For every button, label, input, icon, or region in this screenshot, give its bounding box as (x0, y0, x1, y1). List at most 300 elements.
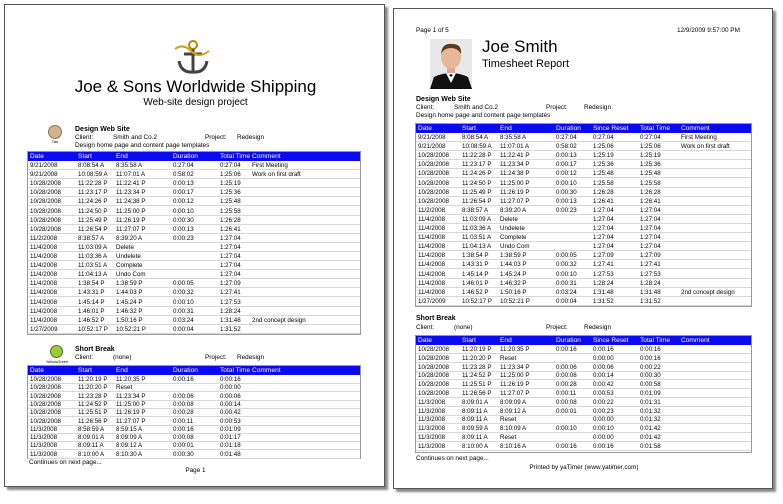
table-cell: 10:52:21 P (500, 297, 530, 305)
column-header: Comment (252, 367, 281, 374)
table-cell: 0:00:42 (593, 381, 614, 389)
table-cell: 0:01:17 (220, 434, 241, 442)
table-cell: 1:38:54 P (78, 280, 105, 288)
table-cell: 0:27:04 (640, 134, 661, 141)
table-cell: Reset (500, 434, 517, 441)
table-cell: 11:23:17 P (78, 189, 108, 197)
table-row (416, 443, 751, 451)
table-cell: 0:00:00 (593, 434, 614, 441)
table-cell: 11:23:34 P (500, 161, 530, 169)
project-label: Project: (546, 104, 568, 111)
table-cell: 10/28/2008 (30, 417, 61, 425)
table-cell: 0:00:04 (173, 325, 194, 333)
project-label: Project: (205, 134, 227, 141)
column-header: Date (418, 337, 432, 344)
table-cell: 11:27:07 P (500, 390, 530, 397)
table-cell: 1:46:01 P (78, 307, 105, 315)
table-header-row (416, 124, 751, 133)
table-cell: 0:00:16 (220, 376, 241, 383)
table-cell: 8:10:00 A (78, 450, 105, 458)
table-cell: 0:00:13 (173, 180, 194, 188)
table-cell: 10/28/2008 (30, 384, 61, 392)
table-cell: 11:03:09 A (462, 215, 492, 223)
column-header: Start (462, 337, 476, 344)
table-cell: 1:28:24 (593, 279, 614, 287)
table-cell: 1:27:04 (220, 243, 241, 251)
section-name: Short Break (416, 315, 456, 322)
table-cell: 11:26:19 P (500, 381, 530, 389)
table-row (416, 216, 751, 224)
project-value: Redesign (584, 104, 612, 111)
table-cell: 8:10:09 A (500, 425, 527, 433)
table-cell: 11:20:35 P (500, 346, 530, 353)
table-row (28, 451, 360, 459)
table-row (416, 364, 751, 372)
table-cell: Reset (500, 416, 517, 424)
client-value: (none) (113, 354, 132, 361)
report-page-1 (4, 4, 385, 487)
table-cell: 0:00:08 (173, 434, 194, 442)
table-cell: 11:23:34 P (116, 392, 146, 400)
table-cell: 1:27:04 (640, 234, 661, 242)
table-row (416, 243, 751, 251)
table-cell: 1:25:06 (640, 143, 661, 151)
table-cell: 1:25:06 (220, 171, 241, 179)
table-cell: 8:35:58 A (500, 134, 527, 141)
table-cell: 11:22:41 P (500, 152, 530, 160)
table-cell: 0:00:53 (593, 390, 614, 397)
table-row (28, 189, 360, 197)
table-cell: 11/4/2008 (30, 271, 58, 279)
table-cell: 10/28/2008 (30, 207, 61, 215)
column-header: Total Time (640, 125, 671, 132)
table-row (416, 298, 751, 306)
table-cell: 0:01:32 (640, 407, 661, 415)
table-cell: 11/4/2008 (418, 243, 446, 251)
table-cell: First Meeting (681, 134, 717, 141)
table-row (28, 409, 360, 417)
table-row (416, 280, 751, 288)
table-cell: 1:27:04 (220, 271, 241, 279)
table-cell: 11:27:07 P (500, 197, 530, 205)
table-cell: 1:25:48 (220, 198, 241, 206)
table-row (416, 372, 751, 380)
table-cell: 0:00:10 (593, 425, 614, 433)
table-cell: 1:27:53 (220, 298, 241, 306)
table-cell: 0:00:28 (556, 381, 577, 389)
table-cell: 0:00:11 (173, 417, 194, 425)
column-header: Start (78, 153, 92, 160)
table-row (28, 217, 360, 225)
table-cell: 11/4/2008 (418, 252, 446, 260)
table-cell: 0:00:14 (220, 400, 241, 408)
table-cell: 1:38:54 P (462, 252, 489, 260)
table-cell: 0:00:06 (593, 363, 614, 371)
table-cell: 2nd concept design (681, 288, 735, 296)
table-cell: 1:43:31 P (78, 289, 105, 297)
table-cell: 11/3/2008 (418, 425, 446, 433)
table-cell: 0:00:17 (556, 161, 577, 169)
table-cell: 0:00:13 (556, 197, 577, 205)
table-row (28, 271, 360, 279)
column-header: Date (418, 125, 432, 132)
table-cell: 0:00:32 (556, 261, 577, 269)
table-cell: 0:01:09 (220, 425, 241, 433)
table-cell: 11/4/2008 (30, 243, 58, 251)
section-description: Design home page and content page templates (75, 142, 210, 149)
column-header: Duration (173, 153, 198, 160)
table-cell: 1:26:41 (640, 197, 661, 205)
client-label: Client: (75, 354, 94, 361)
column-header: Comment (681, 337, 710, 344)
table-cell: Delete (500, 215, 518, 223)
table-cell: 8:38:57 A (78, 234, 105, 242)
table-cell: 0:00:53 (220, 417, 241, 425)
table-row (28, 198, 360, 206)
table-cell: 1:45:14 P (462, 270, 489, 278)
table-row (28, 253, 360, 261)
table-cell: 11:22:41 P (116, 180, 146, 188)
project-value: Redesign (237, 134, 265, 141)
table-cell: 10/28/2008 (30, 198, 61, 206)
table-cell: 1:45:24 P (116, 298, 143, 306)
page-footer: Page 1 (185, 467, 206, 474)
table-cell: 11/4/2008 (418, 288, 446, 296)
table-row (416, 225, 751, 233)
table-cell: 1:27:09 (640, 252, 661, 260)
table-cell: 0:58:02 (173, 171, 194, 179)
table-cell: 11:23:17 P (462, 161, 492, 169)
table-cell: 1:28:24 (220, 307, 241, 315)
client-value: (none) (454, 324, 473, 331)
table-row (28, 289, 360, 297)
table-row (416, 399, 751, 407)
table-cell: 0:58:02 (556, 143, 577, 151)
table-cell: 11:03:36 A (78, 253, 108, 260)
table-cell: Undelete (116, 253, 141, 260)
table-cell: 11:24:38 P (500, 170, 530, 178)
table-cell: 9/21/2008 (30, 171, 58, 179)
table-cell: 0:00:08 (173, 400, 194, 408)
table-cell: 11:25:49 P (78, 216, 108, 224)
table-cell: 11:26:56 P (462, 390, 492, 397)
table-cell: 1:25:48 (640, 170, 661, 178)
table-cell: 1:26:28 (640, 188, 661, 196)
table-cell: 0:00:16 (173, 425, 194, 433)
table-cell: 0:00:42 (220, 409, 241, 417)
column-header: Date (30, 153, 44, 160)
table-cell: 0:27:04 (593, 134, 614, 141)
table-cell: 0:01:58 (640, 442, 661, 450)
table-cell: Reset (116, 384, 133, 392)
table-cell: 1:26:41 (220, 225, 241, 233)
table-cell: 1:46:32 P (500, 279, 527, 287)
client-label: Client: (416, 324, 435, 331)
table-cell: 8:09:09 A (500, 398, 527, 406)
table-header-row (28, 366, 360, 375)
table-row (28, 384, 360, 392)
table-cell: 0:00:30 (640, 372, 661, 380)
table-cell: 11:25:00 P (500, 372, 530, 380)
table-cell: 1:25:36 (220, 189, 241, 197)
table-cell: Undo Com (500, 243, 530, 251)
person-name: Joe Smith (482, 37, 558, 56)
table-cell: Delete (116, 243, 134, 251)
table-cell: 10:08:59 A (462, 143, 492, 151)
table-cell: 11/3/2008 (418, 442, 446, 450)
table-cell: 11:23:34 P (500, 363, 530, 371)
table-cell: 11:07:01 A (500, 143, 530, 151)
table-cell: 8:39:20 A (116, 234, 143, 242)
table-cell: 11/3/2008 (30, 450, 58, 458)
table-cell: 10:08:59 A (78, 171, 108, 179)
badge-label: Tan (51, 139, 59, 144)
table-cell: 0:00:01 (173, 442, 194, 450)
table-cell: 11/3/2008 (418, 416, 446, 424)
table-cell: Work on first draft (252, 171, 301, 179)
table-cell: 0:03:24 (173, 316, 194, 324)
table-cell: 1:25:06 (593, 143, 614, 151)
table-cell: 10/28/2008 (30, 392, 61, 400)
table-cell: 10/28/2008 (418, 170, 449, 178)
table-cell: 8:38:57 A (462, 206, 489, 214)
table-cell: 0:00:10 (173, 207, 194, 215)
column-header: End (500, 337, 512, 344)
table-cell: 11:26:19 P (500, 188, 530, 196)
table-cell: 11:25:00 P (116, 207, 146, 215)
table-cell: 0:00:30 (173, 216, 194, 224)
table-cell: 11/2/2008 (30, 234, 58, 242)
table-cell: 11:26:56 P (78, 417, 108, 425)
table-header-row (28, 152, 360, 161)
table-cell: 0:01:31 (640, 398, 661, 406)
table-cell: 1:27:53 (593, 270, 614, 278)
table-cell: 11/4/2008 (30, 307, 58, 315)
table-cell: 1:45:24 P (500, 270, 527, 278)
table-cell: 0:00:13 (173, 225, 194, 233)
project-value: Redesign (237, 354, 265, 361)
table-cell: 1:25:19 (640, 152, 661, 160)
table-cell: 0:00:00 (220, 384, 241, 392)
continues-note: Continues on next page... (29, 459, 102, 466)
table-cell: 0:00:04 (556, 297, 577, 305)
yellowgreen-color-badge (50, 345, 63, 358)
table-row (416, 355, 751, 363)
column-header: Since Reset (593, 125, 629, 132)
table-cell: 11/3/2008 (418, 398, 446, 406)
table-cell: 0:01:18 (220, 442, 241, 450)
table-cell: 1:46:32 P (116, 307, 143, 315)
table-cell: 0:00:32 (173, 289, 194, 297)
table-cell: 0:03:24 (556, 288, 577, 296)
project-label: Project: (546, 324, 568, 331)
table-row (416, 198, 751, 206)
table-cell: 10/28/2008 (418, 152, 449, 160)
table-cell: 1:25:19 (220, 180, 241, 188)
table-row (416, 425, 751, 433)
table-cell: 1:25:48 (593, 170, 614, 178)
table-cell: 0:00:16 (593, 442, 614, 450)
table-cell: 8:58:59 A (78, 425, 105, 433)
table-cell: 10:52:17 P (78, 325, 108, 333)
table-cell: 0:00:58 (640, 381, 661, 389)
table-cell: 10/28/2008 (418, 390, 449, 397)
table-cell: 11/3/2008 (30, 442, 58, 450)
table-cell: 10/28/2008 (30, 400, 61, 408)
table-cell: 1/27/2009 (30, 325, 58, 333)
table-cell: 1:27:04 (220, 253, 241, 260)
table-row (28, 401, 360, 409)
table-cell: 1:25:19 (593, 152, 614, 160)
table-row (416, 180, 751, 188)
table-row (416, 143, 751, 151)
report-page-2 (393, 8, 773, 489)
table-cell: 10/28/2008 (30, 409, 61, 417)
table-cell: 0:00:06 (173, 392, 194, 400)
table-cell: 10/28/2008 (418, 372, 449, 380)
table-cell: 1:38:59 P (116, 280, 143, 288)
table-cell: 11/4/2008 (30, 289, 58, 297)
client-label: Client: (75, 134, 94, 141)
table-cell: 1:43:31 P (462, 261, 489, 269)
table-cell: 11:25:49 P (462, 188, 492, 196)
client-value: Smith and Co.2 (113, 134, 158, 141)
table-cell: 11/4/2008 (30, 316, 58, 324)
table-cell: 0:00:10 (556, 425, 577, 433)
table-cell: Undo Com (116, 271, 146, 279)
section-name: Design Web Site (75, 126, 130, 133)
table-cell: 1:45:14 P (78, 298, 105, 306)
table-cell: 11/4/2008 (418, 215, 446, 223)
table-cell: 8:09:11 A (462, 407, 488, 415)
table-cell: 11/4/2008 (418, 225, 446, 232)
table-cell: 1:26:41 (593, 197, 614, 205)
timesheet-table (415, 123, 752, 307)
table-cell: 1/27/2009 (418, 297, 446, 305)
table-row (416, 134, 751, 142)
table-cell: 11:25:00 P (500, 179, 530, 187)
column-header: Duration (556, 125, 581, 132)
table-cell: 1:25:36 (593, 161, 614, 169)
table-cell: 0:27:04 (173, 162, 194, 169)
table-cell: 1:27:04 (640, 243, 661, 251)
table-cell: 0:27:04 (556, 134, 577, 141)
table-row (416, 434, 751, 442)
table-cell: 11:07:01 A (116, 171, 146, 179)
table-cell: 0:00:00 (593, 416, 614, 424)
table-cell: 11:23:28 P (462, 363, 492, 371)
table-cell: 0:00:01 (556, 407, 577, 415)
table-row (28, 235, 360, 243)
table-cell: 1:38:59 P (500, 252, 527, 260)
column-header: Duration (173, 367, 198, 374)
table-cell: 8:35:58 A (116, 162, 143, 169)
table-cell: 11:03:09 A (78, 243, 108, 251)
table-cell: 0:01:42 (640, 425, 661, 433)
table-row (416, 252, 751, 260)
table-cell: 0:00:00 (593, 354, 614, 362)
table-cell: 0:00:16 (173, 376, 194, 383)
table-cell: 0:01:48 (220, 450, 241, 458)
table-cell: 1:31:52 (593, 297, 614, 305)
table-cell: 11:20:20 P (78, 384, 108, 392)
table-cell: 11/3/2008 (30, 434, 58, 442)
table-cell: 11:04:13 A (78, 271, 108, 279)
table-cell: 11/4/2008 (418, 261, 446, 269)
table-cell: 1:27:04 (640, 206, 661, 214)
table-cell: 11:25:51 P (462, 381, 492, 389)
table-cell: 0:00:10 (556, 179, 577, 187)
table-cell: 11:24:52 P (78, 400, 108, 408)
table-cell: 10/28/2008 (418, 381, 449, 389)
table-cell: First Meeting (252, 162, 288, 169)
table-cell: 1:31:48 (220, 316, 241, 324)
table-cell: 0:01:42 (640, 434, 661, 441)
table-cell: 8:09:12 A (500, 407, 527, 415)
table-header-row (416, 336, 751, 345)
table-cell: 8:09:12 A (116, 442, 143, 450)
table-cell: 1:27:04 (640, 215, 661, 223)
table-cell: 0:00:06 (220, 392, 241, 400)
table-row (416, 170, 751, 178)
table-row (28, 326, 360, 334)
table-cell: 1:31:48 (640, 288, 661, 296)
table-cell: 9/21/2008 (30, 162, 58, 169)
table-cell: 0:00:30 (173, 450, 194, 458)
company-title: Joe & Sons Worldwide Shipping (74, 77, 317, 96)
table-cell: 11:20:19 P (78, 376, 108, 383)
column-header: Comment (252, 153, 281, 160)
table-row (416, 346, 751, 354)
project-value: Redesign (584, 324, 612, 331)
table-cell: 1:26:28 (220, 216, 241, 224)
table-cell: 10/28/2008 (30, 180, 61, 188)
table-cell: Work on first draft (681, 143, 730, 151)
table-cell: 8:09:11 A (462, 416, 488, 424)
table-cell: 1:27:04 (593, 206, 614, 214)
table-cell: 0:00:12 (556, 170, 577, 178)
table-cell: 1:27:04 (640, 225, 661, 232)
table-cell: 11:24:50 P (78, 207, 108, 215)
table-cell: 11:20:35 P (116, 376, 146, 383)
table-cell: Undelete (500, 225, 525, 232)
column-header: End (116, 367, 128, 374)
table-cell: 11/4/2008 (30, 262, 58, 270)
table-cell: 1:28:24 (640, 279, 661, 287)
project-subtitle: Web-site design project (143, 97, 248, 108)
table-cell: 8:10:00 A (462, 442, 489, 450)
table-row (28, 317, 360, 325)
table-cell: Reset (500, 354, 517, 362)
table-cell: 1:50:16 P (116, 316, 143, 324)
table-cell: 11:26:54 P (78, 225, 108, 233)
table-row (416, 289, 751, 297)
table-row (28, 208, 360, 216)
report-title: Timesheet Report (482, 58, 570, 70)
table-cell: 0:00:16 (640, 354, 661, 362)
table-row (416, 381, 751, 389)
table-cell: 11:26:19 P (116, 216, 146, 224)
person-photo-icon (430, 39, 472, 89)
table-cell: 1:27:04 (593, 215, 614, 223)
table-cell: 0:00:16 (556, 442, 577, 450)
table-cell: 1:25:58 (593, 179, 614, 187)
column-header: Since Reset (593, 337, 629, 344)
table-cell: 8:10:30 A (116, 450, 143, 458)
table-cell: 1:27:09 (220, 280, 241, 288)
table-row (28, 299, 360, 307)
table-cell: 11:03:51 A (462, 234, 492, 242)
